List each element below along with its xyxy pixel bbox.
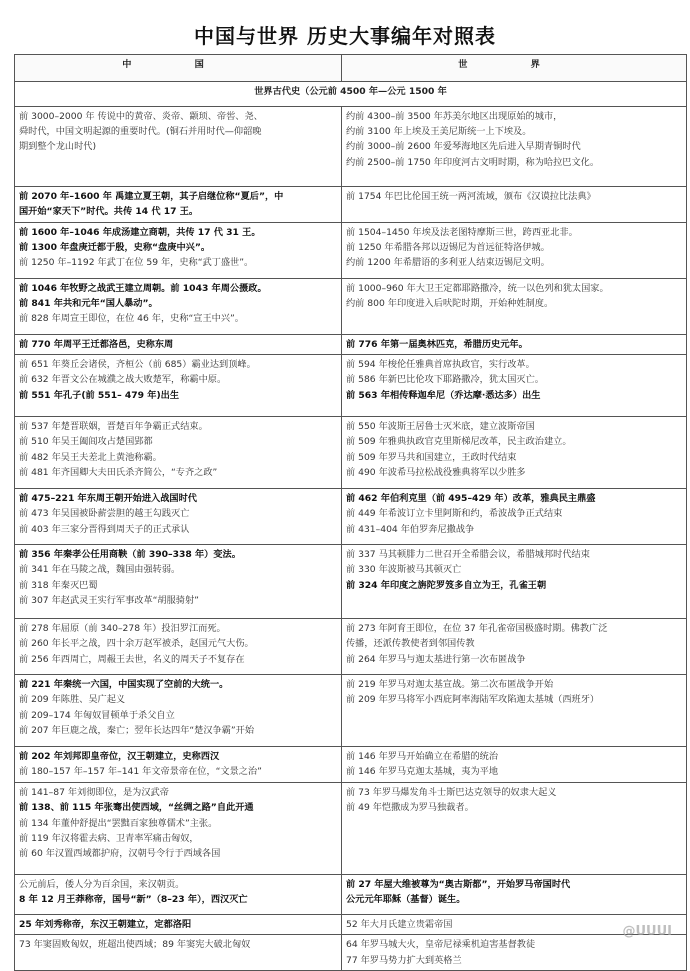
watermark: @UUUI (622, 924, 672, 939)
china-cell (15, 675, 342, 747)
china-event-line: 前 134 年董仲舒提出“罢黜百家独尊儒术”主张。 (19, 817, 218, 829)
china-cell (15, 187, 342, 223)
world-cell (342, 489, 687, 545)
world-cell (342, 355, 687, 417)
china-event-line: 前 221 年秦统一六国，中国实现了空前的大统一。 (19, 679, 229, 691)
world-event-line: 传播，还派传教使者到邻国传教 (346, 638, 475, 650)
china-event-line: 前 141–87 年刘彻即位，是为汉武帝 (19, 787, 169, 799)
china-event-line: 前 209–174 年匈奴冒顿单于杀父自立 (19, 709, 175, 721)
china-event-line: 前 1300 年盘庚迁都于殷，史称“盘庚中兴”。 (19, 242, 211, 254)
china-cell (15, 489, 342, 545)
world-cell (342, 747, 687, 783)
china-event-line: 前 119 年汉将霍去病、卫青率军痛击匈奴， (19, 832, 199, 844)
world-event-line: 77 年罗马势力扩大到英格兰 (346, 954, 462, 966)
china-event-line: 前 537 年楚晋联姻，晋楚百年争霸正式结束。 (19, 421, 208, 433)
china-event-line: 前 551 年孔子(前 551– 479 年)出生 (19, 389, 180, 401)
world-event-line: 前 27 年屋大维被尊为“奥古斯都”，开始罗马帝国时代 (346, 879, 571, 891)
china-column-header: 中 国 (15, 55, 342, 82)
world-event-line: 前 146 年罗马开始确立在希腊的统治 (346, 751, 499, 763)
china-event-line: 前 207 年巨鹿之战，秦亡；翌年长达四年“楚汉争霸”开始 (19, 724, 255, 736)
world-event-line: 前 586 年新巴比伦攻下耶路撒冷，犹太国灭亡。 (346, 374, 544, 386)
china-event-line: 前 180–157 年–157 年–141 年文帝景帝在位，“文景之治” (19, 766, 262, 778)
world-event-line: 约前 4300–前 3500 年苏美尔地区出现原始的城市， (346, 111, 563, 122)
table-row (15, 187, 687, 223)
world-event-line: 前 509 年雅典执政官克里斯梯尼改革，民主政治建立。 (346, 436, 572, 448)
world-event-line: 前 219 年罗马对迦太基宣战。第二次布匿战争开始 (346, 679, 554, 691)
china-event-line: 前 1250 年–1192 年武丁在位 59 年，史称“武丁盛世”。 (19, 257, 254, 269)
table-row (15, 875, 687, 915)
world-cell (342, 187, 687, 223)
world-cell (342, 783, 687, 875)
world-event-line: 前 337 马其顿腓力二世召开全希腊会议，希腊城邦时代结束 (346, 549, 590, 561)
world-event-line: 64 年罗马城大火，皇帝尼禄乘机迫害基督教徒 (346, 939, 536, 951)
table-row (15, 545, 687, 619)
world-event-line: 前 594 年梭伦任雅典首席执政官，实行改革。 (346, 359, 535, 371)
table-row (15, 675, 687, 747)
china-event-line: 前 1600 年–1046 年成汤建立商朝，共传 17 代 31 王。 (19, 227, 261, 238)
world-event-line: 约前 800 年印度进入后吠陀时期，开始种姓制度。 (346, 298, 554, 310)
world-event-line: 前 49 年恺撒成为罗马独裁者。 (346, 802, 474, 814)
china-event-line: 期到整个龙山时代) (19, 141, 97, 153)
world-event-line: 公元元年耶稣（基督）诞生。 (346, 894, 466, 906)
world-cell (342, 279, 687, 335)
world-event-line: 前 264 年罗马与迦太基进行第一次布匿战争 (346, 653, 526, 665)
china-event-line: 前 2070 年–1600 年 禹建立夏王朝，其子启继位称“夏后”，中 (19, 191, 284, 202)
world-cell (342, 875, 687, 915)
china-cell (15, 107, 342, 187)
world-cell (342, 675, 687, 747)
world-event-line: 前 1504–1450 年埃及法老图特摩斯三世，跨西亚北非。 (346, 227, 578, 238)
table-row (15, 107, 687, 187)
china-event-line: 前 60 年汉置西域都护府，汉朝号令行于西域各国 (19, 848, 221, 860)
world-cell (342, 545, 687, 619)
china-event-line: 前 1046 年牧野之战武王建立周朝。前 1043 年周公摄政。 (19, 283, 267, 294)
china-event-line: 舜时代，中国文明起源的重要时代。(铜石并用时代—仰韶晚 (19, 126, 262, 138)
china-event-line: 前 841 年共和元年“国人暴动”。 (19, 298, 158, 310)
world-event-line: 前 550 年波斯王居鲁士灭米底，建立波斯帝国 (346, 421, 535, 433)
china-event-line: 8 年 12 月王莽称帝，国号“新”（8–23 年），西汉灭亡 (19, 894, 248, 906)
china-event-line: 前 209 年陈胜、吴广起义 (19, 694, 126, 706)
world-event-line: 约前 3100 年上埃及王美尼斯统一上下埃及。 (346, 126, 532, 138)
table-header-row (15, 55, 687, 82)
china-event-line: 前 260 年长平之战，四十余万赵军被杀，赵国元气大伤。 (19, 638, 254, 650)
table-row (15, 417, 687, 489)
china-event-line: 前 770 年周平王迁都洛邑，史称东周 (19, 339, 174, 350)
china-cell (15, 355, 342, 417)
china-event-line: 前 256 年西周亡，周赧王去世，名义的周天子不复存在 (19, 653, 245, 665)
china-event-line: 前 403 年三家分晋得到周天子的正式承认 (19, 523, 190, 535)
world-event-line: 前 1000–960 年大卫王定都耶路撒冷，统一以色列和犹太国家。 (346, 283, 609, 294)
world-cell (342, 417, 687, 489)
table-row (15, 223, 687, 279)
china-event-line: 前 278 年屈原（前 340–278 年）投汨罗江而死。 (19, 623, 226, 635)
world-column-header: 世 界 (342, 55, 687, 82)
chronology-table (14, 54, 687, 971)
world-event-line: 前 209 年罗马将军小西庇阿率海陆军攻陷迦太基城（西班牙） (346, 694, 600, 706)
table-row (15, 915, 687, 935)
china-event-line: 前 341 年在马陵之战，魏国由强转弱。 (19, 564, 181, 576)
china-event-line: 前 138、前 115 年张骞出使西域，“丝绸之路”自此开通 (19, 802, 254, 814)
world-event-line: 前 563 年相传释迦牟尼（乔达摩·悉达多）出生 (346, 389, 541, 401)
china-event-line: 前 481 年齐国卿大夫田氏杀齐简公，“专齐之政” (19, 466, 218, 478)
world-event-line: 前 449 年希波订立卡里阿斯和约，希波战争正式结束 (346, 508, 563, 520)
china-cell (15, 875, 342, 915)
world-event-line: 前 73 年罗马爆发角斗士斯巴达克领导的奴隶大起义 (346, 787, 557, 799)
table-row (15, 279, 687, 335)
table-row (15, 747, 687, 783)
world-event-line: 前 1250 年希腊各邦以迈锡尼为首远征特洛伊城。 (346, 242, 550, 254)
world-event-line: 前 330 年波斯被马其顿灭亡 (346, 564, 462, 576)
china-cell (15, 545, 342, 619)
table-row (15, 355, 687, 417)
world-event-line: 前 431–404 年伯罗奔尼撒战争 (346, 523, 475, 535)
china-cell (15, 783, 342, 875)
period-row (15, 82, 687, 107)
world-event-line: 约前 1200 年希腊语的多利亚人结束迈锡尼文明。 (346, 257, 550, 269)
page-title: 中国与世界 历史大事编年对照表 (194, 24, 496, 48)
period-label: 世界古代史（公元前 4500 年—公元 1500 年 (15, 82, 687, 107)
china-event-line: 前 510 年吴王阖闾攻占楚国郢都 (19, 436, 153, 448)
world-event-line: 前 490 年波希马拉松战役雅典将军以少胜多 (346, 466, 526, 478)
china-event-line: 前 202 年刘邦即皇帝位，汉王朝建立，史称西汉 (19, 751, 220, 763)
china-cell (15, 747, 342, 783)
world-event-line: 约前 2500–前 1750 年印度河古文明时期，称为哈拉巴文化。 (346, 156, 600, 168)
china-event-line: 前 828 年周宣王即位，在位 46 年，史称“宣王中兴”。 (19, 313, 244, 325)
world-cell (342, 619, 687, 675)
world-event-line: 前 462 年伯利克里（前 495–429 年）改革，雅典民主鼎盛 (346, 493, 596, 505)
world-event-line: 前 509 年罗马共和国建立，王政时代结束 (346, 451, 517, 463)
china-cell (15, 279, 342, 335)
world-event-line: 前 1754 年巴比伦国王统一两河流域，颁布《汉谟拉比法典》 (346, 191, 596, 202)
china-event-line: 前 356 年秦孝公任用商鞅（前 390–338 年）变法。 (19, 549, 241, 561)
world-event-line: 前 776 年第一届奥林匹克，希腊历史元年。 (346, 339, 528, 350)
table-row (15, 619, 687, 675)
world-event-line: 前 273 年阿育王即位，在位 37 年孔雀帝国极盛时期。佛教广泛 (346, 623, 608, 635)
china-cell (15, 417, 342, 489)
table-row (15, 783, 687, 875)
world-event-line: 52 年大月氏建立贵霜帝国 (346, 919, 453, 931)
world-cell (342, 223, 687, 279)
china-event-line: 前 651 年葵丘会诸侯，齐桓公（前 685）霸业达到顶峰。 (19, 359, 256, 371)
china-cell (15, 915, 342, 935)
china-event-line: 73 年窦固败匈奴，班超出使西域；89 年窦宪大破北匈奴 (19, 939, 251, 951)
china-event-line: 25 年刘秀称帝，东汉王朝建立，定都洛阳 (19, 919, 192, 931)
china-cell (15, 619, 342, 675)
world-event-line: 前 324 年印度之旃陀罗笈多自立为王，孔雀王朝 (346, 579, 547, 591)
world-cell (342, 107, 687, 187)
world-event-line: 约前 3000–前 2600 年爱琴海地区先后进入早期青铜时代 (346, 141, 581, 153)
world-event-line: 前 146 年罗马克迦太基城，夷为平地 (346, 766, 499, 778)
china-event-line: 国开始“家天下”时代。共传 14 代 17 王。 (19, 206, 199, 218)
china-event-line: 公元前后，倭人分为百余国，来汉朝贡。 (19, 879, 185, 891)
china-event-line: 前 473 年吴国被卧薪尝胆的越王勾践灭亡 (19, 508, 190, 520)
china-event-line: 前 632 年晋文公在城濮之战大败楚军，称霸中原。 (19, 374, 227, 386)
table-row (15, 489, 687, 545)
world-cell (342, 335, 687, 355)
china-event-line: 前 482 年吴王夫差北上黄池称霸。 (19, 451, 162, 463)
table-row (15, 335, 687, 355)
china-cell (15, 335, 342, 355)
china-cell (15, 223, 342, 279)
china-event-line: 前 307 年赵武灵王实行军事改革“胡服骑射” (19, 594, 199, 606)
china-event-line: 前 3000–2000 年 传说中的黄帝、炎帝、颛顼、帝喾、尧、 (19, 111, 263, 122)
china-event-line: 前 475–221 年东周王朝开始进入战国时代 (19, 493, 197, 505)
china-event-line: 前 318 年秦灭巴蜀 (19, 579, 98, 591)
